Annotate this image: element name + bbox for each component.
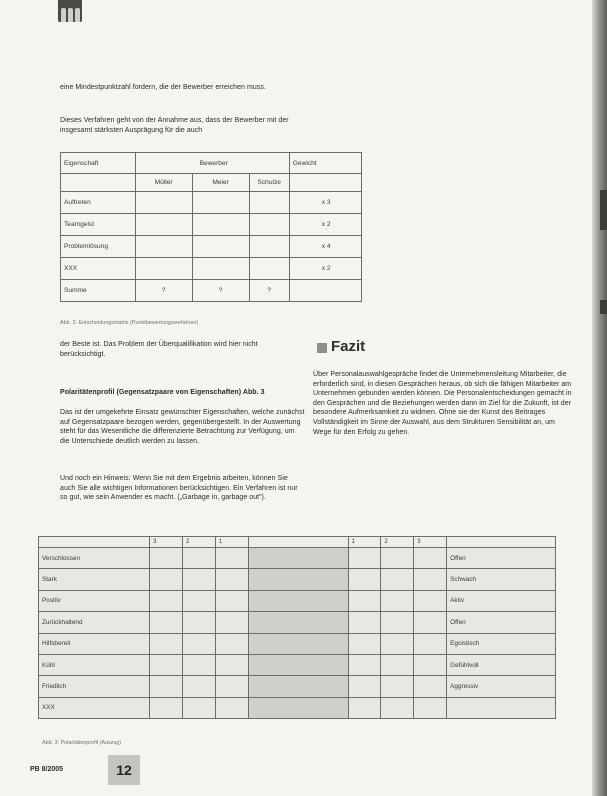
- row-label: Summe: [61, 280, 136, 302]
- weight-cell: x 2: [289, 214, 361, 236]
- right-label: Egoistisch: [447, 633, 556, 654]
- left-label: XXX: [39, 697, 150, 718]
- scale-cell: 1: [348, 537, 381, 548]
- profile-table: [38, 536, 556, 719]
- header-cell: Bewerber: [135, 153, 289, 174]
- row-label: XXX: [61, 258, 136, 280]
- figure-caption: Abb. 3: Polaritätenprofil (Auszug): [42, 740, 122, 746]
- left-label: Kühl: [39, 654, 150, 675]
- page-number: 12: [108, 755, 140, 785]
- paragraph: Dieses Verfahren geht von der Annahme aus, dass der Bewerber mit der insgesamt stärksten Ausprägung für die auch: [60, 117, 289, 134]
- right-label: Aggressiv: [447, 676, 556, 697]
- sum-cell: ?: [135, 280, 192, 302]
- issue-label: PB 8/2005: [30, 766, 64, 773]
- scale-cell: 3: [150, 537, 183, 548]
- left-label: Positiv: [39, 590, 150, 611]
- scale-cell: 2: [182, 537, 215, 548]
- row-label: Teamgeist: [61, 214, 136, 236]
- sub-cell: Schulze: [249, 174, 289, 192]
- weights-table: [60, 152, 362, 302]
- scale-cell: 1: [215, 537, 248, 548]
- sum-cell: ?: [192, 280, 249, 302]
- right-label: Offen: [447, 612, 556, 633]
- weight-cell: x 4: [289, 236, 361, 258]
- paragraph: der Beste ist. Das Problem der Überqualifikation wird hier nicht berücksichtigt.: [60, 341, 258, 358]
- figure-caption: Abb. 2: Entscheidungsmatrix (Punktbewertungsverfahren): [60, 320, 199, 326]
- section-heading: Polaritätenprofil (Gegensatzpaare von Eigenschaften) Abb. 3: [60, 389, 265, 396]
- section-title: Fazit: [331, 338, 366, 355]
- weight-cell: x 2: [289, 258, 361, 280]
- sub-cell: Meier: [192, 174, 249, 192]
- paragraph: Das ist der umgekehrte Einsatz gewünschter Eigenschaften, welche zunächst auf Gegensatzpaare bezogen werden, gegenübergestellt. In der Auswertung steht für das Wesentliche die differenzierte Betrachtung zur Verfügung, um die Unterschiede deutlich werden zu lassen.: [60, 409, 305, 445]
- scale-cell: 3: [414, 537, 447, 548]
- left-label: Verschlossen: [39, 548, 150, 569]
- edge-marker: [600, 300, 607, 314]
- left-label: Friedlich: [39, 676, 150, 697]
- sub-cell: Müller: [135, 174, 192, 192]
- edge-marker: [600, 190, 607, 230]
- page-edge: [592, 0, 607, 796]
- right-label: Aktiv: [447, 590, 556, 611]
- sum-cell: ?: [249, 280, 289, 302]
- header-image: [58, 0, 82, 22]
- left-label: Stark: [39, 569, 150, 590]
- weight-cell: x 3: [289, 192, 361, 214]
- paragraph: Über Personalauswahlgespräche findet die Unternehmensleitung Mitarbeiter, die erforderlich sind, in diesen Gesprächen heraus, ob sich die fähigen Mitarbeiter am Unternehmen gebunden werden können. Die Personalentscheidungen gemacht in den Gesprächen und die Beziehungen werden dann im Ziel für die Zukunft, ist der besondere Aufmerksamkeit zu widmen. Ohne sie der Kunst des Beitrages Vollständigkeit im Sinne der Auswahl, aus dem Strukturen Sensibilität an, um Wege für den Erfolg zu gehen.: [313, 371, 572, 436]
- header-cell: Eigenschaft: [61, 153, 136, 174]
- row-label: Problemlösung: [61, 236, 136, 258]
- header-cell: Gewicht: [289, 153, 361, 174]
- right-label: Offen: [447, 548, 556, 569]
- scale-cell: 2: [381, 537, 414, 548]
- left-label: Zurückhaltend: [39, 612, 150, 633]
- paragraph: Und noch ein Hinweis: Wenn Sie mit dem Ergebnis arbeiten, können Sie auch Sie alle wichtigen Informationen berücksichtigen. Ein Verfahren ist nur so gut, wie sein Anwender es macht. („Garbage in, garbage out“).: [60, 475, 298, 502]
- fazit-marker: [317, 343, 327, 353]
- paragraph: eine Mindestpunktzahl fordern, die der Bewerber erreichen muss.: [60, 84, 266, 91]
- row-label: Auftreten: [61, 192, 136, 214]
- right-label: Schwach: [447, 569, 556, 590]
- right-label: [447, 697, 556, 718]
- right-label: Gefühlvoll: [447, 654, 556, 675]
- left-label: Hilfsbereit: [39, 633, 150, 654]
